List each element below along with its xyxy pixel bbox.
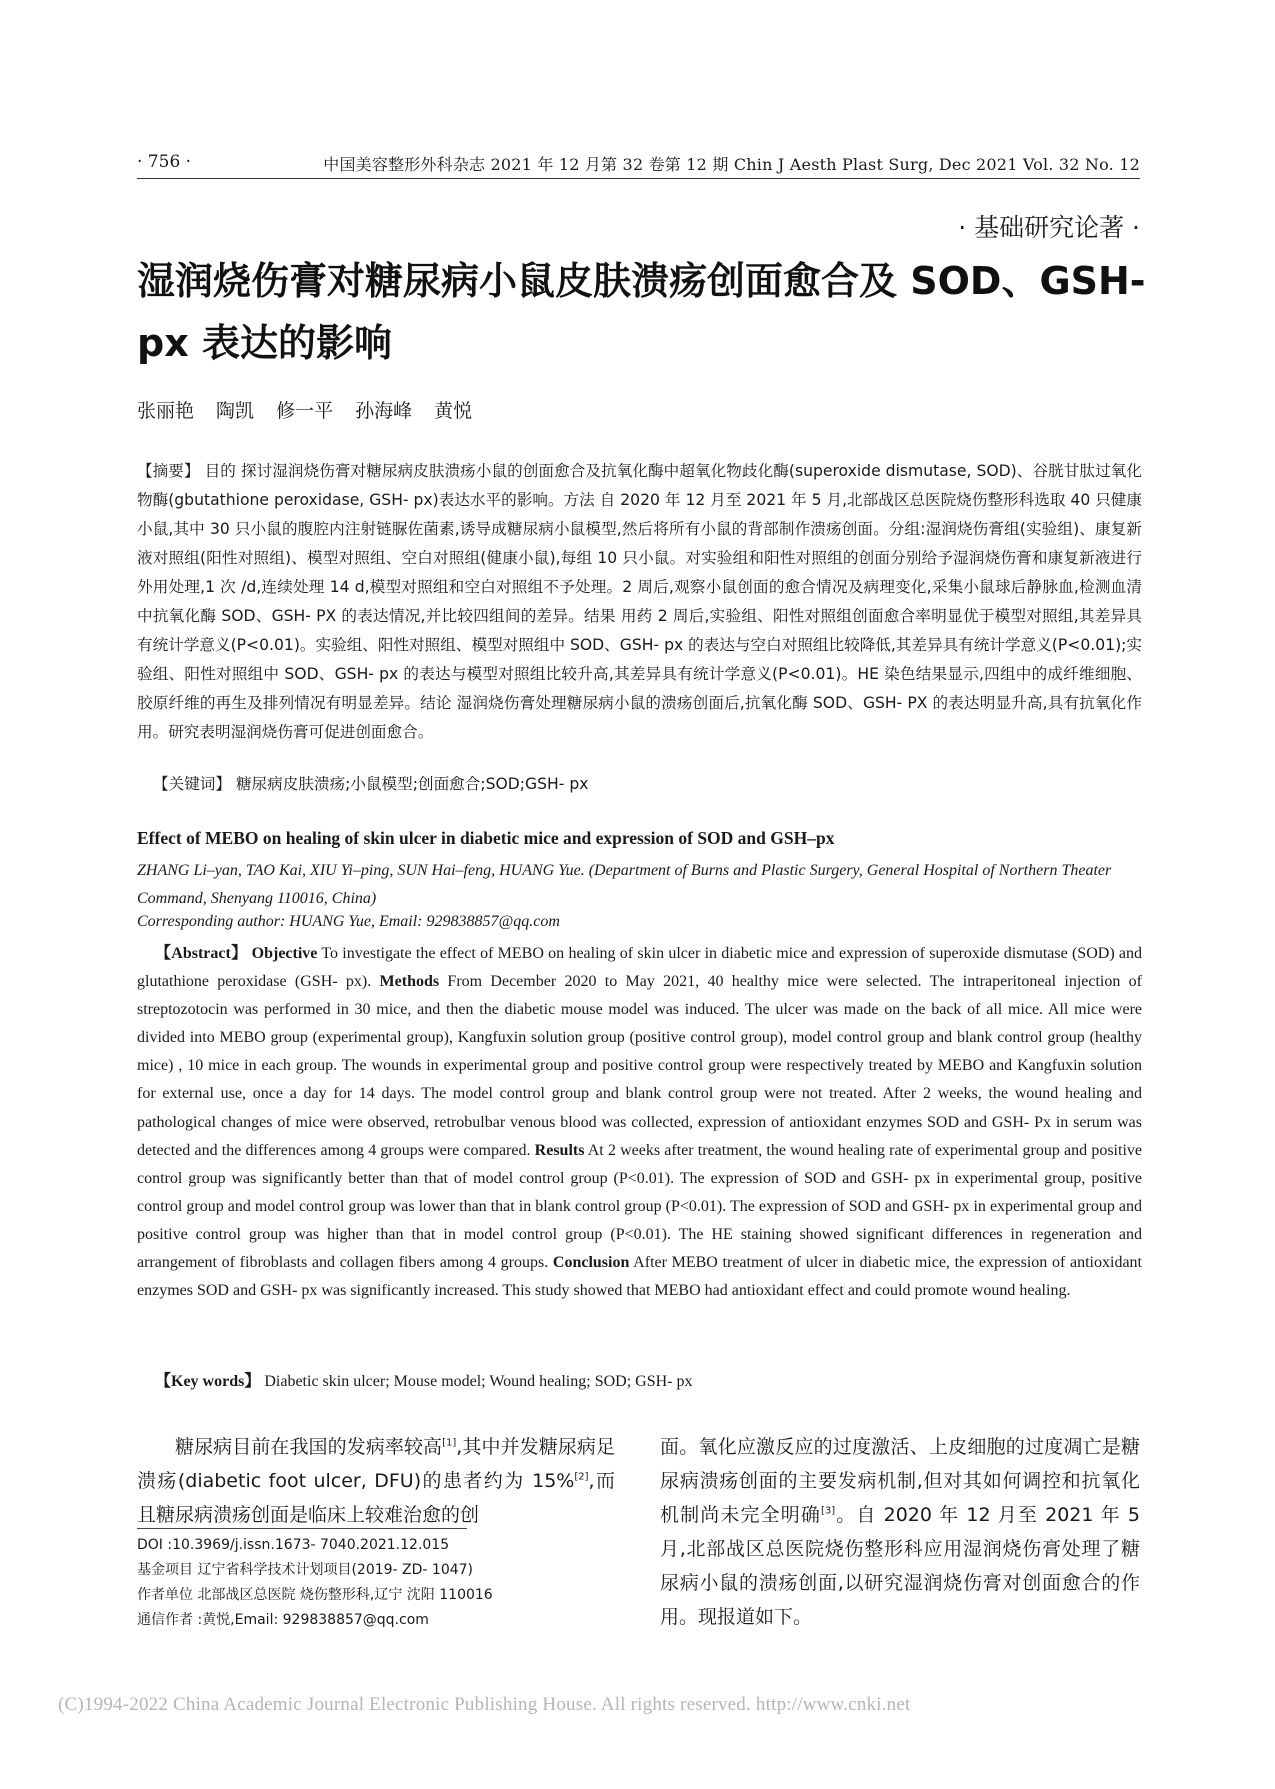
article-title: 湿润烧伤膏对糖尿病小鼠皮肤溃疡创面愈合及 SOD、GSH- px 表达的影响	[137, 259, 1146, 365]
body-text: 面。氧化应激反应的过度激活、上皮细胞的过度凋亡是糖尿病溃疡创面的主要发病机制,但对其如何调控和抗氧化机制尚未完全明确	[660, 1436, 1140, 1526]
results-text: At 2 weeks after treatment, the wound healing rate of experimental group and positive control group was significantly better than that of model control group (P<0.01). The expression of SOD and GSH- px in experimental group, positive control group and model control group was lower than that in blank control group (P<0.01). The expression of SOD and GSH- px in experimental group and positive control group was higher than that in model control group (P<0.01). The HE staining showed significant differences in regeneration and arrangement of fibroblasts and collagen fibers among 4 groups.	[137, 1141, 1142, 1272]
citation-1[interactable]: [1]	[442, 1437, 457, 1449]
body-text: 。自 2020 年 12 月至 2021 年 5 月,北部战区总医院烧伤整形科应用湿润烧伤膏处理了糖尿病小鼠的溃疡创面,以研究湿润烧伤膏对创面愈合的作用。现报道如下。	[660, 1504, 1140, 1628]
citation-3[interactable]: [3]	[820, 1505, 836, 1517]
chinese-abstract-text: 目的 探讨湿润烧伤膏对糖尿病皮肤溃疡小鼠的创面愈合及抗氧化酶中超氧化物歧化酶(superoxide dismutase, SOD)、谷胱甘肽过氧化物酶(gbutathione peroxidase, GSH- px)表达水平的影响。方法 自 2020 年 12 月至 2021 年 5 月,北部战区总医院烧伤整形科选取 40 只健康小鼠,其中 30 只小鼠的腹腔内注射链脲佐菌素,诱导成糖尿病小鼠模型,然后将所有小鼠的背部制作溃疡创面。分组:湿润烧伤膏组(实验组)、康复新液对照组(阳性对照组)、模型对照组、空白对照组(健康小鼠),每组 10 只小鼠。对实验组和阳性对照组的创面分别给予湿润烧伤膏和康复新液进行外用处理,1 次 /d,连续处理 14 d,模型对照组和空白对照组不予处理。2 周后,观察小鼠创面的愈合情况及病理变化,采集小鼠球后静脉血,检测血清中抗氧化酶 SOD、GSH- PX 的表达情况,并比较四组间的差异。结果 用药 2 周后,实验组、阳性对照组创面愈合率明显优于模型对照组,其差异具有统计学意义(P<0.01)。实验组、阳性对照组、模型对照组中 SOD、GSH- px 的表达与空白对照组比较降低,其差异具有统计学意义(P<0.01);实验组、阳性对照组中 SOD、GSH- px 的表达与模型对照组比较升高,其差异具有统计学意义(P<0.01)。HE 染色结果显示,四组中的成纤维细胞、胶原纤维的再生及排列情况有明显差异。结论 湿润烧伤膏处理糖尿病小鼠的溃疡创面后,抗氧化酶 SOD、GSH- PX 的表达明显升高,具有抗氧化作用。研究表明湿润烧伤膏可促进创面愈合。	[137, 462, 1142, 741]
chinese-keywords	[153, 770, 1143, 798]
copyright-notice: (C)1994-2022 China Academic Journal Electronic Publishing House. All rights reserved. http://www.cnki.net	[58, 1694, 911, 1715]
objective-text: To investigate the effect of MEBO on healing of skin ulcer in diabetic mice and expression of superoxide dismutase (SOD) and glutathione peroxidase (GSH- px).	[137, 945, 1143, 991]
doi-line: DOI :10.3969/j.issn.1673- 7040.2021.12.015	[137, 1537, 450, 1553]
english-authors: ZHANG Li–yan, TAO Kai, XIU Yi–ping, SUN Hai–feng, HUANG Yue. (Department of Burns and Plastic Surgery, General Hospital of Northern Theater Command, Shenyang 110016, China)	[137, 862, 1112, 907]
english-abstract	[137, 940, 1142, 1305]
english-keywords-label: 【Key words】	[155, 1373, 261, 1390]
methods-text: From December 2020 to May 2021, 40 healthy mice were selected. The intraperitoneal injection of streptozotocin was performed in 30 mice, and then the diabetic mouse model was induced. The ulcer was made on the back of all mice. All mice were divided into MEBO group (experimental group), Kangfuxin solution group (positive control group), model control group and blank control group (healthy mice) , 10 mice in each group. The wounds in experimental group and positive control group were respectively treated by MEBO and Kangfuxin solution for external use, once a day for 14 days. The model control group and blank control group were not treated. After 2 weeks, the wound healing and pathological changes of mice were observed, retrobulbar venous blood was collected, expression of antioxidant enzymes SOD and GSH- Px in serum was detected and the differences among 4 groups were compared.	[137, 973, 1142, 1159]
english-abstract-label: 【Abstract】	[155, 945, 248, 962]
body-text: 糖尿病目前在我国的发病率较高	[175, 1436, 443, 1458]
journal-header: 中国美容整形外科杂志 2021 年 12 月第 32 卷第 12 期 Chin J Aesth Plast Surg, Dec 2021 Vol. 32 No. 12	[323, 155, 1140, 174]
english-title: Effect of MEBO on healing of skin ulcer in diabetic mice and expression of SOD and GSH–px	[137, 828, 835, 848]
english-keywords-text: Diabetic skin ulcer; Mouse model; Wound healing; SOD; GSH- px	[260, 1373, 693, 1390]
methods-label: Methods	[379, 973, 440, 991]
body-text: ,其中并发糖尿病足溃疡(diabetic foot ulcer, DFU)的患者约为 15%	[137, 1436, 615, 1492]
page-number: · 756 ·	[137, 152, 192, 172]
author-list: 张丽艳 陶凯 修一平 孙海峰 黄悦	[137, 400, 473, 422]
citation-2[interactable]: [2]	[574, 1471, 589, 1483]
english-keywords	[155, 1368, 692, 1391]
body-column-right	[660, 1430, 1140, 1634]
fund-line: 基金项目 辽宁省科学技术计划项目(2019- ZD- 1047)	[137, 1562, 474, 1578]
footnote-divider	[137, 1528, 467, 1529]
section-label: · 基础研究论著 ·	[958, 213, 1140, 242]
footnotes	[137, 1533, 617, 1633]
body-text: ,而且糖尿病溃疡创面是临床上较难治愈的创	[137, 1470, 615, 1526]
conclusion-text: After MEBO treatment of ulcer in diabetic mice, the expression of antioxidant enzymes SOD and GSH- px was significantly increased. This study showed that MEBO had antioxidant effect and could promote wound healing.	[137, 1254, 1142, 1300]
chinese-keywords-label: 【关键词】	[153, 775, 231, 793]
contact-line: 通信作者 :黄悦,Email: 929838857@qq.com	[137, 1612, 429, 1628]
chinese-abstract-label: 【摘要】	[137, 462, 200, 480]
header-divider	[137, 178, 1140, 179]
chinese-keywords-text: 糖尿病皮肤溃疡;小鼠模型;创面愈合;SOD;GSH- px	[230, 775, 589, 793]
affiliation-line: 作者单位 北部战区总医院 烧伤整形科,辽宁 沈阳 110016	[137, 1587, 493, 1603]
body-column-left	[137, 1430, 615, 1532]
objective-label: Objective	[251, 945, 318, 962]
chinese-abstract	[137, 457, 1142, 747]
corresponding-author: Corresponding author: HUANG Yue, Email: 929838857@qq.com	[137, 913, 560, 930]
results-label: Results	[534, 1141, 585, 1159]
conclusion-label: Conclusion	[552, 1254, 630, 1272]
